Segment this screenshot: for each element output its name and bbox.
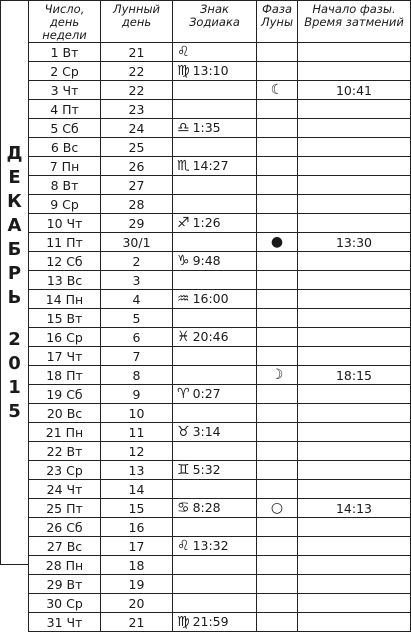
date-cell: 25 Пт: [29, 499, 101, 518]
table-row: [29, 499, 411, 518]
zodiac-cell: [173, 138, 257, 157]
table-row: [29, 366, 411, 385]
date-cell: 13 Вс: [29, 271, 101, 290]
lunar-day-cell: 26: [101, 157, 173, 176]
moon-phase-cell: [257, 252, 298, 271]
phase-start-time-cell: [298, 119, 411, 138]
zodiac-sign-icon: ♑: [177, 253, 190, 269]
zodiac-cell: [173, 366, 257, 385]
moon-phase-cell: [257, 518, 298, 537]
date-cell: 29 Вт: [29, 575, 101, 594]
zodiac-time: 20:46: [192, 329, 229, 344]
date-cell: 17 Чт: [29, 347, 101, 366]
zodiac-cell: [173, 575, 257, 594]
phase-start-time-cell: [298, 423, 411, 442]
date-cell: 16 Ср: [29, 328, 101, 347]
zodiac-cell: [173, 252, 257, 271]
moon-phase-cell: [257, 556, 298, 575]
zodiac-time: 8:28: [192, 500, 221, 515]
moon-phase-cell: [257, 328, 298, 347]
phase-start-time-cell: [298, 62, 411, 81]
zodiac-sign-icon: ♏: [177, 158, 190, 174]
zodiac-sign-icon: ♉: [177, 424, 190, 440]
phase-start-time-cell: [298, 328, 411, 347]
phase-start-time-cell: [298, 556, 411, 575]
year-digit: 2: [8, 328, 21, 350]
table-row: [29, 119, 411, 138]
date-cell: 27 Вс: [29, 537, 101, 556]
zodiac-time: 13:32: [192, 538, 229, 553]
date-cell: 2 Ср: [29, 62, 101, 81]
lunar-day-cell: 28: [101, 195, 173, 214]
lunar-day-cell: 22: [101, 62, 173, 81]
table-row: [29, 537, 411, 556]
lunar-day-cell: 16: [101, 518, 173, 537]
table-row: [29, 62, 411, 81]
phase-start-time-cell: [298, 404, 411, 423]
moon-phase-cell: [257, 499, 298, 518]
moon-phase-cell: [257, 81, 298, 100]
zodiac-sign-icon: ♈: [177, 386, 190, 402]
phase-start-time-cell: [298, 575, 411, 594]
phase-start-time-cell: 13:30: [298, 233, 411, 252]
lunar-day-cell: 17: [101, 537, 173, 556]
moon-phase-cell: [257, 100, 298, 119]
lunar-day-cell: 23: [101, 100, 173, 119]
lunar-day-cell: 21: [101, 613, 173, 632]
lunar-day-cell: 25: [101, 138, 173, 157]
table-row: [29, 518, 411, 537]
year-digit: 0: [8, 352, 21, 374]
phase-start-time-cell: [298, 518, 411, 537]
table-row: [29, 480, 411, 499]
lunar-day-cell: 15: [101, 499, 173, 518]
header-moon-phase: Фаза Луны: [257, 1, 298, 43]
moon-phase-cell: [257, 157, 298, 176]
phase-start-time-cell: [298, 347, 411, 366]
moon-phase-cell: [257, 480, 298, 499]
zodiac-cell: [173, 195, 257, 214]
moon-phase-cell: [257, 62, 298, 81]
date-cell: 23 Ср: [29, 461, 101, 480]
table-row: [29, 347, 411, 366]
zodiac-cell: [173, 480, 257, 499]
date-cell: 30 Ср: [29, 594, 101, 613]
month-letter: Д: [6, 142, 23, 164]
zodiac-cell: [173, 43, 257, 62]
table-header-row: [29, 1, 411, 43]
moon-phase-cell: [257, 594, 298, 613]
zodiac-time: 16:00: [192, 291, 229, 306]
lunar-day-cell: 21: [101, 43, 173, 62]
moon-phase-cell: [257, 385, 298, 404]
zodiac-cell: [173, 594, 257, 613]
month-letter: Б: [7, 238, 22, 260]
moon-phase-cell: [257, 233, 298, 252]
phase-start-time-cell: [298, 594, 411, 613]
lunar-day-cell: 22: [101, 81, 173, 100]
lunar-day-cell: 19: [101, 575, 173, 594]
phase-start-time-cell: [298, 537, 411, 556]
zodiac-sign-icon: ♍: [177, 614, 190, 630]
zodiac-cell: [173, 461, 257, 480]
phase-start-time-cell: [298, 385, 411, 404]
phase-start-time-cell: [298, 613, 411, 632]
lunar-day-cell: 13: [101, 461, 173, 480]
zodiac-sign-icon: ♍: [177, 63, 190, 79]
zodiac-time: 21:59: [192, 614, 229, 629]
moon-phase-cell: [257, 404, 298, 423]
table-row: [29, 461, 411, 480]
date-cell: 7 Пн: [29, 157, 101, 176]
lunar-day-cell: 24: [101, 119, 173, 138]
moon-phase-icon: ☾: [270, 82, 284, 98]
lunar-day-cell: 29: [101, 214, 173, 233]
zodiac-cell: [173, 347, 257, 366]
zodiac-time: 13:10: [192, 63, 229, 78]
moon-phase-cell: [257, 442, 298, 461]
date-cell: 6 Вс: [29, 138, 101, 157]
table-row: [29, 271, 411, 290]
phase-start-time-cell: [298, 480, 411, 499]
zodiac-sign-icon: ♓: [177, 329, 190, 345]
zodiac-cell: [173, 537, 257, 556]
moon-phase-cell: [257, 366, 298, 385]
zodiac-cell: [173, 442, 257, 461]
date-cell: 15 Вт: [29, 309, 101, 328]
date-cell: 22 Вт: [29, 442, 101, 461]
zodiac-cell: [173, 499, 257, 518]
date-cell: 12 Сб: [29, 252, 101, 271]
zodiac-sign-icon: ♋: [177, 500, 190, 516]
moon-phase-cell: [257, 214, 298, 233]
date-cell: 31 Чт: [29, 613, 101, 632]
zodiac-cell: [173, 119, 257, 138]
table-row: [29, 385, 411, 404]
date-cell: 26 Сб: [29, 518, 101, 537]
zodiac-sign-icon: ♊: [177, 462, 190, 478]
moon-phase-cell: [257, 461, 298, 480]
zodiac-sign-icon: ♌: [177, 538, 190, 554]
phase-start-time-cell: 14:13: [298, 499, 411, 518]
lunar-day-cell: 8: [101, 366, 173, 385]
zodiac-cell: [173, 290, 257, 309]
lunar-day-cell: 3: [101, 271, 173, 290]
moon-phase-cell: [257, 347, 298, 366]
zodiac-time: 9:48: [192, 253, 221, 268]
table-row: [29, 290, 411, 309]
zodiac-cell: [173, 157, 257, 176]
moon-phase-cell: [257, 119, 298, 138]
zodiac-cell: [173, 271, 257, 290]
moon-phase-cell: [257, 195, 298, 214]
zodiac-cell: [173, 233, 257, 252]
table-row: [29, 252, 411, 271]
date-cell: 10 Чт: [29, 214, 101, 233]
moon-phase-cell: [257, 271, 298, 290]
month-year-sidebar: [0, 0, 29, 565]
date-cell: 14 Пн: [29, 290, 101, 309]
zodiac-cell: [173, 423, 257, 442]
lunar-day-cell: 30/1: [101, 233, 173, 252]
lunar-calendar-table: [28, 0, 411, 632]
lunar-day-cell: 9: [101, 385, 173, 404]
date-cell: 3 Чт: [29, 81, 101, 100]
phase-start-time-cell: [298, 252, 411, 271]
table-row: [29, 214, 411, 233]
table-row: [29, 594, 411, 613]
moon-phase-icon: ☽: [270, 367, 284, 383]
lunar-day-cell: 5: [101, 309, 173, 328]
moon-phase-cell: [257, 138, 298, 157]
lunar-day-cell: 12: [101, 442, 173, 461]
zodiac-cell: [173, 613, 257, 632]
year-digit: 1: [8, 376, 21, 398]
year-digit: 5: [8, 400, 21, 422]
table-row: [29, 309, 411, 328]
month-label: [6, 142, 22, 310]
lunar-day-cell: 6: [101, 328, 173, 347]
table-row: [29, 157, 411, 176]
date-cell: 24 Чт: [29, 480, 101, 499]
table-row: [29, 442, 411, 461]
date-cell: 9 Ср: [29, 195, 101, 214]
date-cell: 5 Сб: [29, 119, 101, 138]
date-cell: 21 Пн: [29, 423, 101, 442]
zodiac-time: 1:35: [192, 120, 221, 135]
moon-phase-cell: [257, 537, 298, 556]
moon-phase-cell: [257, 43, 298, 62]
lunar-day-cell: 18: [101, 556, 173, 575]
date-cell: 4 Пт: [29, 100, 101, 119]
zodiac-time: 3:14: [192, 424, 221, 439]
date-cell: 28 Пн: [29, 556, 101, 575]
date-cell: 20 Вс: [29, 404, 101, 423]
moon-phase-cell: [257, 176, 298, 195]
phase-start-time-cell: [298, 100, 411, 119]
lunar-day-cell: 11: [101, 423, 173, 442]
zodiac-cell: [173, 385, 257, 404]
zodiac-cell: [173, 176, 257, 195]
month-letter: Р: [7, 262, 22, 284]
table-row: [29, 404, 411, 423]
table-row: [29, 195, 411, 214]
lunar-day-cell: 27: [101, 176, 173, 195]
zodiac-cell: [173, 328, 257, 347]
phase-start-time-cell: [298, 461, 411, 480]
moon-phase-cell: [257, 290, 298, 309]
moon-phase-cell: [257, 423, 298, 442]
phase-start-time-cell: [298, 138, 411, 157]
month-letter: К: [7, 190, 22, 212]
header-date: Число, день недели: [29, 1, 101, 43]
zodiac-cell: [173, 309, 257, 328]
table-row: [29, 423, 411, 442]
moon-phase-cell: [257, 575, 298, 594]
phase-start-time-cell: [298, 271, 411, 290]
table-row: [29, 556, 411, 575]
table-row: [29, 81, 411, 100]
zodiac-cell: [173, 518, 257, 537]
zodiac-cell: [173, 100, 257, 119]
month-letter: Е: [8, 166, 21, 188]
date-cell: 18 Пт: [29, 366, 101, 385]
date-cell: 1 Вт: [29, 43, 101, 62]
table-row: [29, 328, 411, 347]
lunar-day-cell: 10: [101, 404, 173, 423]
zodiac-cell: [173, 214, 257, 233]
moon-phase-cell: [257, 309, 298, 328]
phase-start-time-cell: [298, 157, 411, 176]
phase-start-time-cell: [298, 176, 411, 195]
zodiac-cell: [173, 556, 257, 575]
zodiac-cell: [173, 62, 257, 81]
header-lunar-day: Лунный день: [101, 1, 173, 43]
header-zodiac: Знак Зодиака: [173, 1, 257, 43]
phase-start-time-cell: [298, 309, 411, 328]
lunar-day-cell: 20: [101, 594, 173, 613]
lunar-day-cell: 14: [101, 480, 173, 499]
zodiac-cell: [173, 81, 257, 100]
moon-phase-cell: [257, 613, 298, 632]
phase-start-time-cell: [298, 214, 411, 233]
zodiac-time: 5:32: [192, 462, 221, 477]
table-row: [29, 575, 411, 594]
table-row: [29, 43, 411, 62]
zodiac-sign-icon: ♒: [177, 291, 190, 307]
moon-phase-icon: ●: [270, 234, 284, 250]
date-cell: 8 Вт: [29, 176, 101, 195]
lunar-day-cell: 2: [101, 252, 173, 271]
month-letter: А: [7, 214, 22, 236]
header-phase-start: Начало фазы. Время затмений: [298, 1, 411, 43]
zodiac-time: 1:26: [192, 215, 221, 230]
phase-start-time-cell: [298, 43, 411, 62]
zodiac-time: 0:27: [192, 386, 221, 401]
moon-phase-icon: ○: [270, 500, 284, 516]
lunar-day-cell: 4: [101, 290, 173, 309]
phase-start-time-cell: [298, 442, 411, 461]
phase-start-time-cell: 18:15: [298, 366, 411, 385]
table-row: [29, 138, 411, 157]
year-label: [8, 328, 21, 424]
zodiac-cell: [173, 404, 257, 423]
zodiac-sign-icon: ♌: [177, 44, 190, 60]
phase-start-time-cell: [298, 290, 411, 309]
date-cell: 11 Пт: [29, 233, 101, 252]
table-row: [29, 233, 411, 252]
zodiac-time: 14:27: [192, 158, 229, 173]
date-cell: 19 Сб: [29, 385, 101, 404]
table-row: [29, 176, 411, 195]
month-letter: Ь: [7, 286, 22, 308]
table-row: [29, 100, 411, 119]
zodiac-sign-icon: ♐: [177, 215, 190, 231]
zodiac-sign-icon: ♎: [177, 120, 190, 136]
phase-start-time-cell: [298, 195, 411, 214]
table-row: [29, 613, 411, 632]
lunar-day-cell: 7: [101, 347, 173, 366]
phase-start-time-cell: 10:41: [298, 81, 411, 100]
